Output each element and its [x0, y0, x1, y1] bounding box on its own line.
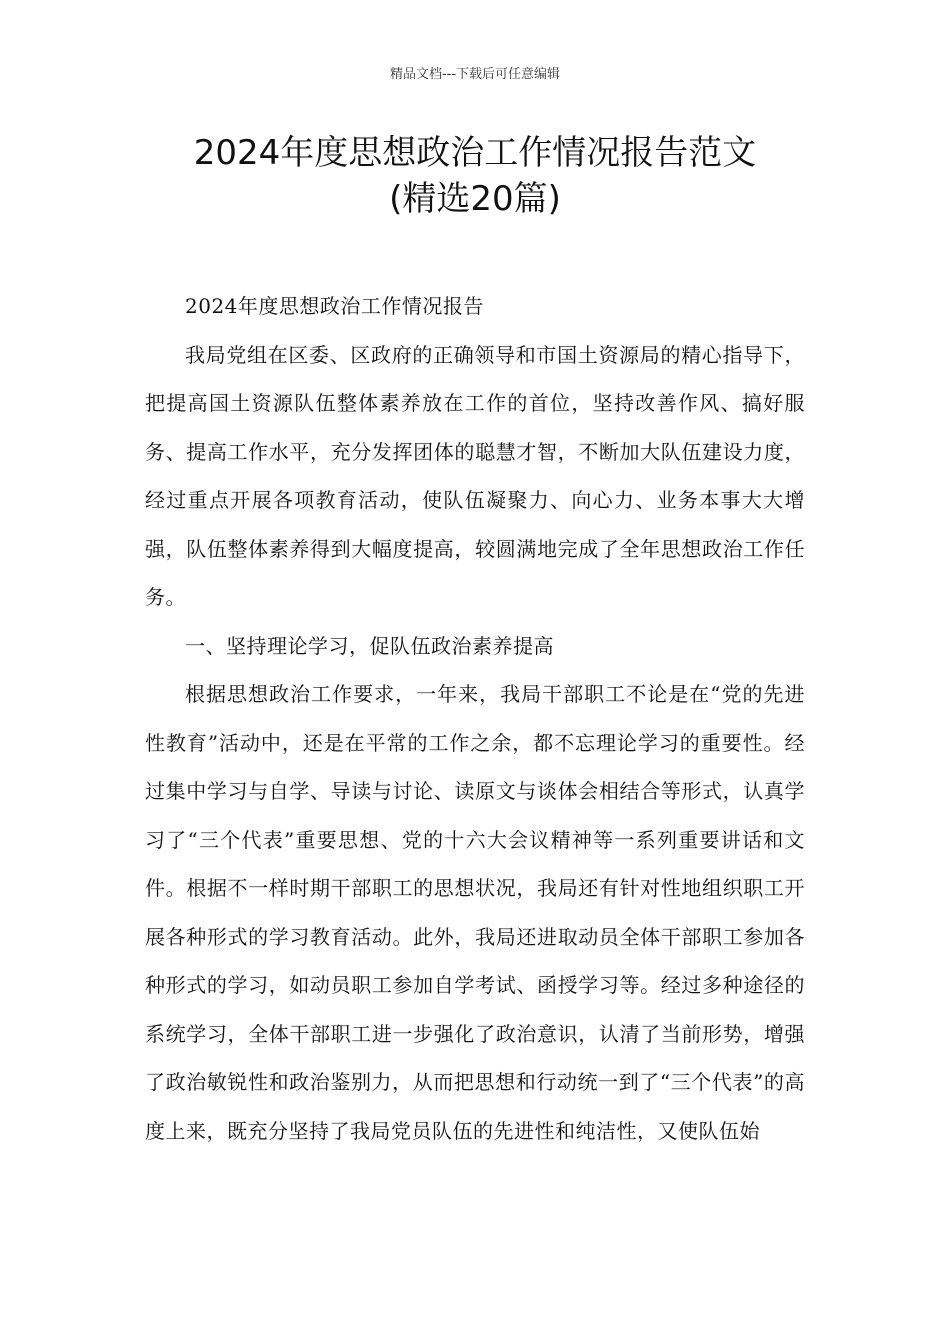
document-title — [100, 130, 850, 222]
paragraph-intro: 我局党组在区委、区政府的正确领导和市国土资源局的精心指导下，把提高国土资源队伍整体素养放在工作的首位，坚持改善作风、搞好服务、提高工作水平，充分发挥团体的聪慧才智，不断加大队伍建设力度，经过重点开展各项教育活动，使队伍凝聚力、向心力、业务本事大大增强，队伍整体素养得到大幅度提高，较圆满地完成了全年思想政治工作任务。 — [145, 342, 805, 609]
header-note: 精品文档---下载后可任意编辑 — [389, 67, 561, 82]
section-heading-report: 2024年度思想政治工作情况报告 — [185, 294, 484, 318]
title-line-1: 2024年度思想政治工作情况报告范文 — [193, 133, 757, 173]
document-body — [145, 282, 805, 1155]
paragraph-theory-study: 根据思想政治工作要求，一年来，我局干部职工不论是在“党的先进性教育”活动中，还是在平常的工作之余，都不忘理论学习的重要性。经过集中学习与自学、导读与讨论、读原文与谈体会相结合等形式，认真学习了“三个代表”重要思想、党的十六大会议精神等一系列重要讲话和文件。根据不一样时期干部职工的思想状况，我局还有针对性地组织职工开展各种形式的学习教育活动。此外，我局还进取动员全体干部职工参加各种形式的学习，如动员职工参加自学考试、函授学习等。经过多种途径的系统学习，全体干部职工进一步强化了政治意识，认清了当前形势，增强了政治敏锐性和政治鉴别力，从而把思想和行动统一到了“三个代表”的高度上来，既充分坚持了我局党员队伍的先进性和纯洁性，又使队伍始 — [145, 682, 805, 1143]
title-line-2: (精选20篇) — [389, 179, 561, 219]
section-heading-1: 一、坚持理论学习，促队伍政治素养提高 — [185, 633, 554, 658]
